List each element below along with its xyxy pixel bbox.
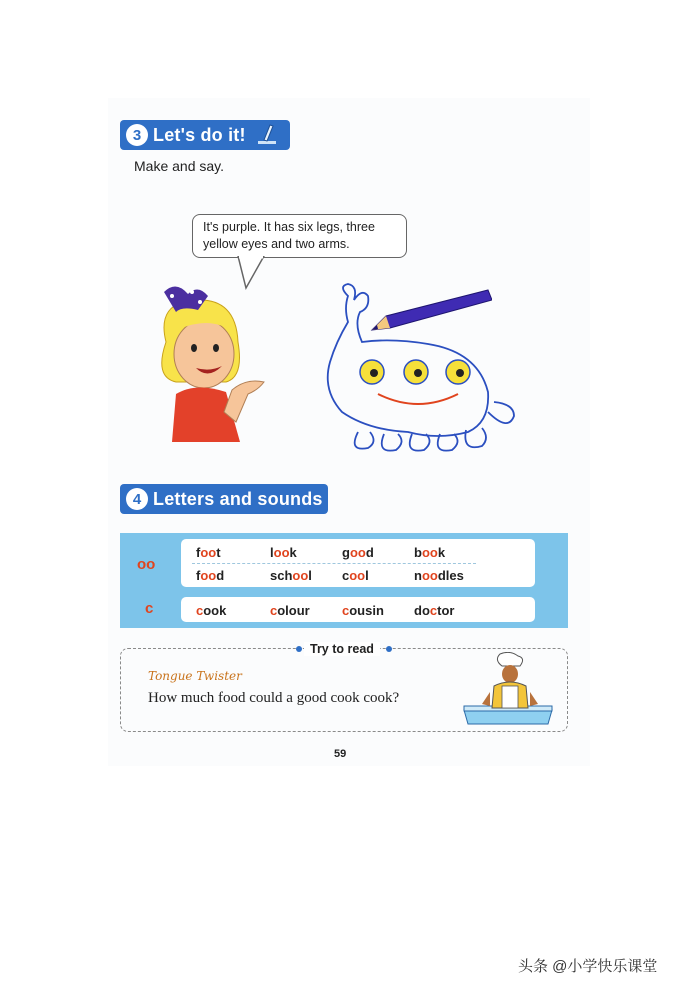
word-look: look [270,545,297,560]
word-cool: cool [342,568,369,583]
word-food: food [196,568,225,583]
try-to-read-label: Try to read [304,642,380,656]
tongue-twister-label: Tongue Twister [148,669,242,683]
section-4-header [120,484,328,514]
word-doctor: doctor [414,603,455,618]
dot-right [386,646,392,652]
section-title: Letters and sounds [153,488,323,509]
word-cook: cook [196,603,227,618]
purple-pencil [368,288,492,336]
word-cousin: cousin [342,603,384,618]
bubble-line-1: It's purple. It has six legs, three [203,220,375,234]
girl-illustration [136,282,276,442]
speech-bubble [192,214,407,258]
row-divider [192,563,476,564]
section-title: Let's do it! [153,124,246,145]
word-book: book [414,545,446,560]
tongue-twister-text: How much food could a good cook cook? [148,690,400,706]
instruction-text: Make and say. [134,158,225,174]
chef-illustration [460,652,556,728]
word-foot: foot [196,545,221,560]
bubble-line-2: yellow eyes and two arms. [203,237,350,251]
watermark: 头条 @小学快乐课堂 [518,958,658,975]
section-3-header [120,120,290,150]
section-number: 4 [126,488,148,510]
word-colour: colour [270,603,310,618]
word-school: school [270,568,312,583]
word-good: good [342,545,374,560]
word-noodles: noodles [414,568,464,583]
c-pattern-label: c [145,600,154,617]
oo-pattern-label: oo [137,556,156,573]
dot-left [296,646,302,652]
section-number: 3 [126,124,148,146]
pencil-icon [256,123,278,147]
page-number: 59 [334,748,347,760]
